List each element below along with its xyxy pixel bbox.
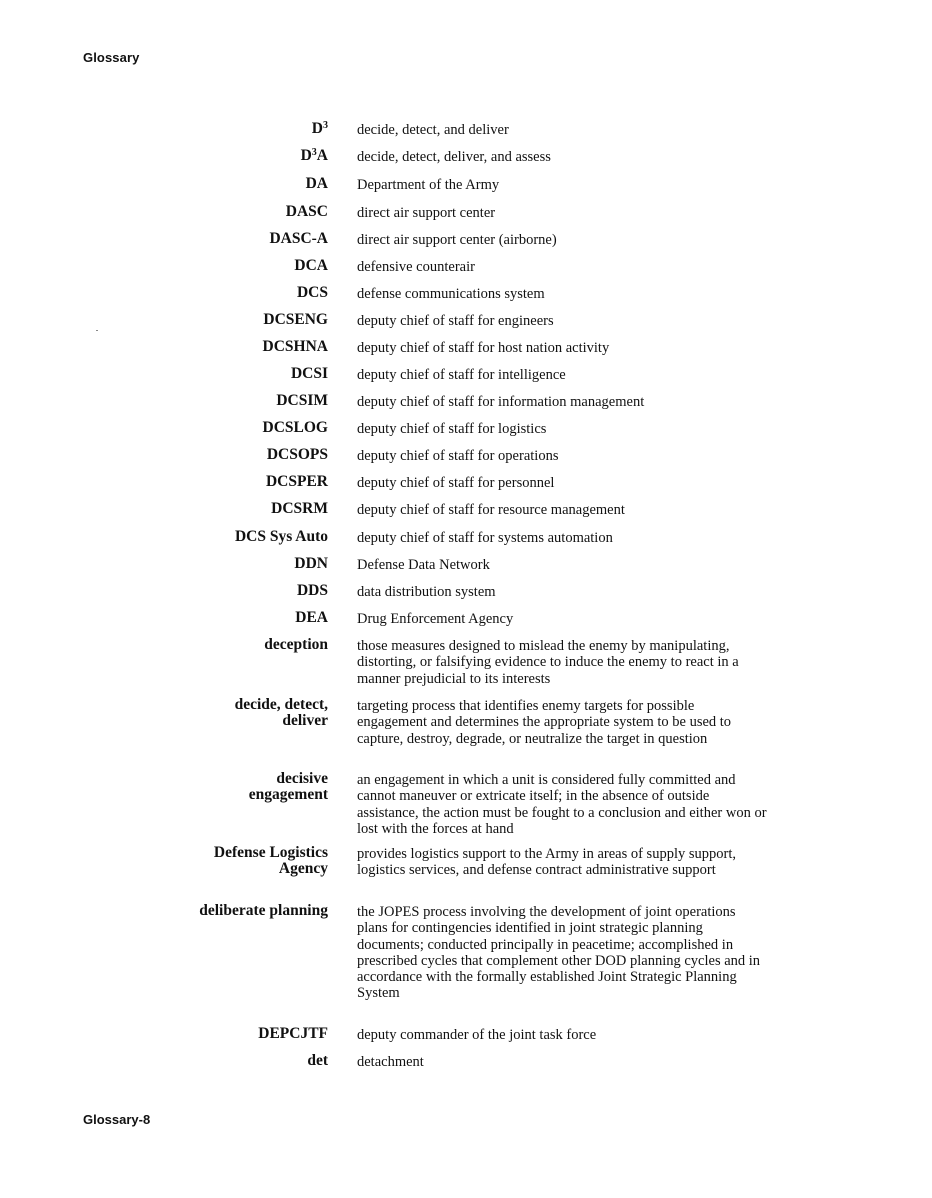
glossary-definition: targeting process that identifies enemy targets for possible engagement and determines the appropriate system to be used to capture, destroy, degrade, or neutralize the target in question xyxy=(357,698,732,747)
glossary-definition: deputy commander of the joint task force xyxy=(357,1027,597,1043)
glossary-definition: Drug Enforcement Agency xyxy=(357,611,514,627)
glossary-definition: Defense Data Network xyxy=(357,557,490,573)
glossary-term: deception xyxy=(264,636,328,653)
glossary-term: $D^3A$ xyxy=(300,147,328,164)
glossary-term: DA xyxy=(305,175,328,192)
page-number: Glossary-8 xyxy=(83,1112,151,1127)
glossary-term: $D^3$ xyxy=(311,120,328,137)
glossary-definition: an engagement in which a unit is considered fully committed and cannot maneuver or extricate itself; in the absence of outside assistance, the action must be fought to a conclusion and either won or lost with the forces at hand xyxy=(357,772,767,837)
superscript-3: 3 xyxy=(323,120,328,131)
glossary-term: DCSENG xyxy=(263,311,328,328)
glossary-definition: deputy chief of staff for operations xyxy=(357,448,559,464)
page-header: Glossary xyxy=(83,50,140,65)
glossary-term: DDN xyxy=(294,555,328,572)
glossary-definition: deputy chief of staff for systems automation xyxy=(357,530,613,546)
glossary-definition: the JOPES process involving the development of joint operations plans for contingencies identified in joint strategic planning documents; conducted principally in peacetime; accomplished in prescribed cycles that complement other DOD planning cycles and in accordance with the formally established Joint Strategic Planning System xyxy=(357,904,761,1002)
glossary-definition: provides logistics support to the Army in areas of supply support, logistics services, and defense contract administrative support xyxy=(357,846,736,879)
glossary-definition: those measures designed to mislead the enemy by manipulating, distorting, or falsifying evidence to induce the enemy to react in a manner prejudicial to its interests xyxy=(357,638,739,687)
glossary-definition: detachment xyxy=(357,1054,424,1070)
glossary-definition: direct air support center xyxy=(357,205,496,221)
glossary-term: DCSRM xyxy=(271,500,328,517)
glossary-term: DCA xyxy=(294,257,328,274)
glossary-definition: direct air support center (airborne) xyxy=(357,232,557,248)
glossary-definition: defensive counterair xyxy=(357,259,475,275)
glossary-term: DCSOPS xyxy=(266,446,328,463)
glossary-term: DCSI xyxy=(290,365,328,382)
glossary-term: decide, detect, deliver xyxy=(234,696,328,729)
superscript-3: 3 xyxy=(311,147,317,158)
glossary-term: DEPCJTF xyxy=(258,1025,328,1042)
glossary-definition: deputy chief of staff for intelligence xyxy=(357,367,566,383)
glossary-term: DCSLOG xyxy=(262,419,328,436)
glossary-term: deliberate planning xyxy=(199,902,328,919)
glossary-definition: deputy chief of staff for logistics xyxy=(357,421,547,437)
glossary-term: det xyxy=(307,1052,328,1069)
glossary-term: DCS Sys Auto xyxy=(234,528,328,545)
glossary-term: DASC-A xyxy=(269,230,328,247)
glossary-term: DCSIM xyxy=(276,392,328,409)
glossary-definition: deputy chief of staff for host nation activity xyxy=(357,340,610,356)
glossary-term: DCSPER xyxy=(265,473,328,490)
glossary-definition: deputy chief of staff for engineers xyxy=(357,313,554,329)
glossary-term: decisive engagement xyxy=(248,770,328,803)
glossary-term: DDS xyxy=(296,582,328,599)
glossary-definition: deputy chief of staff for resource management xyxy=(357,502,625,518)
glossary-definition: deputy chief of staff for personnel xyxy=(357,475,555,491)
glossary-term: DASC xyxy=(285,203,328,220)
glossary-definition: decide, detect, deliver, and assess xyxy=(357,149,551,165)
glossary-term: DCS xyxy=(296,284,328,301)
glossary-definition: defense communications system xyxy=(357,286,545,302)
glossary-definition: Department of the Army xyxy=(357,177,500,193)
scan-speck xyxy=(96,330,98,331)
glossary-definition: data distribution system xyxy=(357,584,496,600)
glossary-definition: deputy chief of staff for information management xyxy=(357,394,645,410)
glossary-definition: decide, detect, and deliver xyxy=(357,122,509,138)
glossary-term: DEA xyxy=(295,609,328,626)
glossary-term: Defense Logistics Agency xyxy=(213,844,328,877)
glossary-term: DCSHNA xyxy=(262,338,328,355)
